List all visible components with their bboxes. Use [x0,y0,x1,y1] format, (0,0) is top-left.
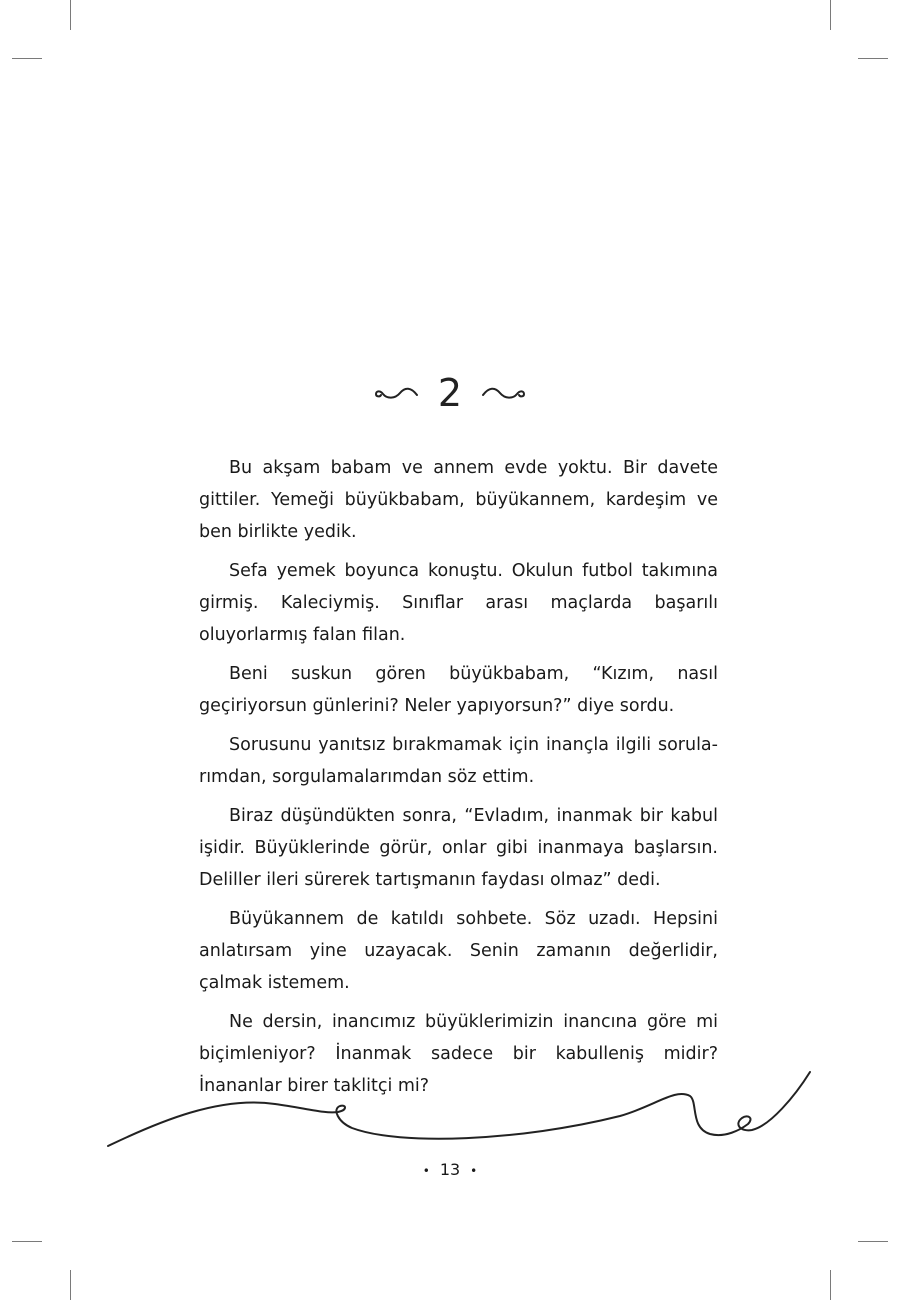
paragraph: Bu akşam babam ve annem evde yoktu. Bir davete gittiler. Yemeği büyükbabam, büyükannem, kardeşim ve ben birlikte yedik. [199,458,718,542]
paragraph: Beni suskun gören büyükbabam, “Kızım, nasıl geçiriyorsun günlerini? Neler yapıyorsun?” diye sordu. [199,664,718,716]
bullet-icon: • [422,1163,430,1178]
bullet-icon: • [470,1163,478,1178]
crop-mark [70,1270,71,1300]
body-text [199,452,718,1109]
paragraph: Ne dersin, inancımız büyüklerimizin inancına göre mi biçimleniyor? İnanmak sadece bir kabulleniş midir? İnananlar birer taklitçi mi? [199,1012,718,1096]
crop-mark [12,58,42,59]
paragraph: Sefa yemek boyunca konuştu. Okulun futbol takımına girmiş. Kaleciymiş. Sınıflar arası maçlarda başarılı oluyorlarmış falan filan. [199,561,718,645]
crop-mark [858,58,888,59]
page-footer [0,1158,900,1183]
paragraph: Sorusunu yanıtsız bırakmamak için inançla ilgili sorularımdan, sorgulamalarımdan söz ettim. [199,735,718,787]
crop-mark [858,1241,888,1242]
crop-mark [70,0,71,30]
swirl-left-icon [373,383,419,403]
paragraph: Büyükannem de katıldı sohbete. Söz uzadı. Hepsini anlatırsam yine uzayacak. Senin zamanın değerlidir, çalmak istemem. [199,909,718,993]
chapter-number: 2 [437,371,463,415]
page-number: 13 [439,1160,461,1179]
flourish-divider-icon [100,1066,820,1156]
crop-mark [830,0,831,30]
paragraph: Biraz düşündükten sonra, “Evladım, inanmak bir kabul işidir. Büyüklerinde görür, onlar gibi inanmaya başlarsın. Deliller ileri sürerek tartışmanın faydası olmaz” dedi. [199,806,718,890]
crop-mark [12,1241,42,1242]
crop-mark [830,1270,831,1300]
chapter-heading [0,370,900,420]
swirl-right-icon [481,383,527,403]
